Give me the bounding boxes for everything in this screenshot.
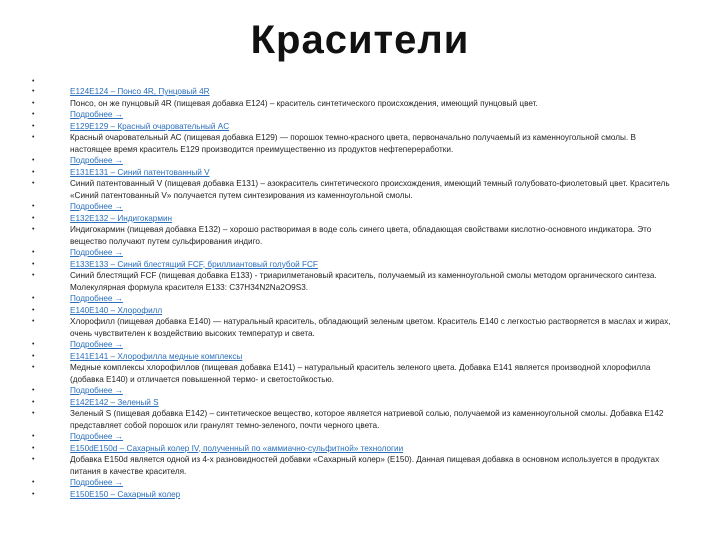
list-item [30,293,675,305]
item-link[interactable]: Подробнее → [70,340,123,349]
bullet-icon: • [32,318,35,325]
bullet-icon: • [32,226,35,233]
item-text: Индигокармин (пищевая добавка E132) – хорошо растворимая в воде соль синего цвета, обладающая свойствами кислотно-основного индикатора. Это вещество получают путем сульфирования индиго. [70,225,652,246]
item-text: Синий блестящий FCF (пищевая добавка E133) - триарилметановый краситель, получаемый из каменноугольной смолы методом органического синтеза. Молекулярная формула красителя E133: C37H34N2Na2O9S3. [70,271,657,292]
list-item [30,362,675,385]
bullet-icon: • [32,410,35,417]
list-item [30,397,675,409]
bullet-icon: • [32,433,35,440]
item-link[interactable]: Подробнее → [70,386,123,395]
list-item [30,167,675,179]
bullet-icon: • [32,479,35,486]
list-item [30,178,675,201]
bullet-icon: • [32,352,35,360]
bullet-icon: • [32,157,35,164]
additives-list [30,76,675,500]
item-text: Зеленый S (пищевая добавка E142) – синтетическое вещество, которое является натриевой солью, получаемой из каменноугольной смолы. Добавка E142 представляет собой порошок или гранулят темно-зеленого, почти черного цвета. [70,409,664,430]
list-item [30,454,675,477]
item-text: Хлорофилл (пищевая добавка E140) — натуральный краситель, обладающий зеленым цветом. Краситель E140 с легкостью растворяется в маслах и жирах, очень чувствителен к воздействию высоких температур и света. [70,317,671,338]
item-link[interactable]: Подробнее → [70,478,123,487]
list-item [30,316,675,339]
bullet-icon: • [32,341,35,348]
item-link[interactable]: Подробнее → [70,156,123,165]
list-item [30,109,675,121]
list-item [30,201,675,213]
item-link[interactable]: Подробнее → [70,110,123,119]
bullet-icon: • [32,364,35,371]
bullet-icon: • [32,387,35,394]
list-item [30,259,675,271]
bullet-icon: • [32,444,35,452]
item-link[interactable]: Подробнее → [70,294,123,303]
item-link[interactable]: E133E133 – Синий блестящий FCF, бриллиантовый голубой FCF [70,259,318,269]
item-text: Красный очаровательный АС (пищевая добавка E129) — порошок темно-красного цвета, первоначально получаемый из каменноугольной смолы. В настоящее время краситель E129 производится преимущественно из продуктов нефтепереработки. [70,133,636,154]
slide-title: Красители [250,18,470,62]
item-link[interactable]: E150dE150d – Сахарный колер IV, полученный по «аммиачно-сульфитной» технологии [70,443,404,453]
bullet-icon: • [32,490,35,498]
item-link[interactable]: E140E140 – Хлорофилл [70,305,163,315]
list-item [30,270,675,293]
list-item [30,339,675,351]
list-item [30,213,675,225]
bullet-icon: • [32,122,35,130]
item-link[interactable]: E132E132 – Индигокармин [70,213,173,223]
bullet-icon: • [32,214,35,222]
bullet-icon: • [32,203,35,210]
bullet-icon: • [32,88,35,95]
bullet-icon: • [32,272,35,279]
item-text: Медные комплексы хлорофиллов (пищевая добавка E141) – натуральный краситель зеленого цвета. Добавка E141 является производной хлорофилла (добавка E140) и отличается повышенной термо- и светостойкостью. [70,363,651,384]
bullet-icon: • [32,249,35,256]
bullet-icon: • [32,134,35,141]
item-text: Добавка E150d является одной из 4-х разновидностей добавки «Сахарный колер» (E150). Данная пищевая добавка в основном используется в продуктах питания в качестве красителя. [70,455,660,476]
bullet-icon: • [32,180,35,187]
item-text: Понсо, он же пунцовый 4R (пищевая добавка E124) – краситель синтетического происхождения, имеющий пунцовый цвет. [70,98,538,108]
item-link[interactable]: Подробнее → [70,202,123,211]
bullet-icon: • [32,456,35,463]
list-item [30,431,675,443]
list-item [30,489,675,501]
item-text: Синий патентованный V (пищевая добавка E131) – азокраситель синтетического происхождения, имеющий темный голубовато-фиолетовый цвет. Краситель «Синий патентованный V» получается путем синтезирования из каменноугольной смолы. [70,179,670,200]
list-item [30,86,675,98]
item-link[interactable]: Подробнее → [70,432,123,441]
list-item [30,305,675,317]
item-link[interactable]: E150E150 – Сахарный колер [70,489,181,499]
list-item [30,351,675,363]
bullet-icon: • [32,260,35,268]
item-link[interactable]: Подробнее → [70,248,123,257]
bullet-icon: • [32,398,35,406]
list-item [30,247,675,259]
item-link[interactable]: E131E131 – Синий патентованный V [70,167,210,177]
item-link[interactable]: E142E142 – Зеленый S [70,397,159,407]
list-item [30,98,675,110]
list-item [30,155,675,167]
list-item [30,121,675,133]
bullet-icon: • [32,306,35,314]
bullet-icon: • [32,111,35,118]
list-item [30,443,675,455]
bullet-icon: • [32,78,35,85]
bullet-icon: • [32,295,35,302]
bullet-icon: • [32,99,35,107]
list-item [30,224,675,247]
list-item [30,385,675,397]
item-link[interactable]: E124E124 – Понсо 4R, Пунцовый 4R [70,87,210,96]
list-item-empty [30,76,675,86]
item-link[interactable]: E141E141 – Хлорофилла медные комплексы [70,351,243,361]
item-link[interactable]: E129E129 – Красный очаровательный AC [70,121,230,131]
list-item [30,132,675,155]
list-item [30,408,675,431]
bullet-icon: • [32,168,35,176]
list-item [30,477,675,489]
